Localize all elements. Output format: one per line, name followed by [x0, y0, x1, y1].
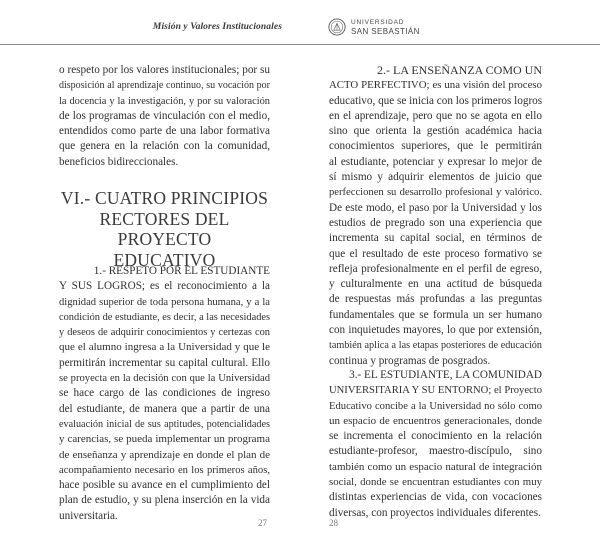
text-line: que el alumno ingresa a la Universidad y que le: [59, 341, 270, 354]
text-line: incrementa su capital social, en términos de: [329, 232, 542, 245]
text-line: de enseñanza y aprendizaje en donde el plan de: [59, 448, 270, 461]
text-line: plan de estudio, y su plena inserción en la vida: [59, 494, 270, 507]
logo-line-1: UNIVERSIDAD: [351, 19, 405, 26]
text-line: distintas experiencias de vida, con vocaciones: [329, 491, 542, 504]
text-line: la docencia y la investigación, y por su valoración: [59, 95, 270, 107]
text-line: diversas, con proyectos individuales diferentes.: [329, 506, 541, 519]
logo-line-2: SAN SEBASTIÁN: [351, 27, 420, 36]
left-page-header: [0, 0, 300, 45]
principle-2-paragraph: [329, 63, 542, 369]
text-line: beneficios bidireccionales.: [59, 155, 179, 168]
text-line: también aplica a las etapas posteriores de educación: [329, 340, 542, 352]
text-line: evaluación inicial de sus aptitudes, potencialidades: [59, 418, 270, 430]
text-line: y culturalmente en una actitud de búsqueda: [329, 278, 542, 291]
text-line: acompañamiento necesario en los primeros años,: [59, 464, 270, 476]
text-line: entendidos como parte de una labor formativa: [59, 125, 270, 138]
running-title: Misión y Valores Institucionales: [152, 22, 282, 32]
text-line: UNIVERSITARIA Y SU ENTORNO; el Proyecto: [329, 385, 542, 397]
text-line: permitirán incrementar su capital cultural. Ello: [59, 356, 270, 369]
text-line: con inquietudes mayores, lo que por extensión,: [329, 324, 542, 337]
text-line: se incrementa el conocimiento en la relación: [329, 430, 542, 443]
text-line: ACTO PERFECTIVO; es una visión del proceso: [329, 79, 542, 92]
principle-1-paragraph: [59, 264, 270, 524]
text-line: fundamentales que se formula un ser humano: [329, 308, 542, 321]
text-line: Educativo concibe a la Universidad no sólo como: [329, 400, 542, 412]
text-line: disposición al aprendizaje continuo, su vocación por: [59, 80, 270, 92]
text-line: sí mismo y adquirir elementos de juicio que: [329, 171, 542, 184]
section-heading-line: VI.- CUATRO PRINCIPIOS: [60, 188, 269, 208]
text-line: hace posible su avance en el cumplimiento del: [59, 479, 270, 492]
text-line: universitaria.: [59, 509, 118, 522]
right-page: [300, 0, 600, 539]
principle-1-title: 1.- RESPETO POR EL ESTUDIANTE: [93, 265, 270, 277]
principle-2-title: 2.- LA ENSEÑANZA COMO UN: [377, 63, 542, 77]
right-page-header: [300, 0, 600, 45]
principle-3-paragraph: [329, 368, 542, 521]
text-line: estudios de pregrado son una experiencia que: [329, 216, 542, 229]
principle-3-title: 3.- EL ESTUDIANTE, LA COMUNIDAD: [349, 369, 542, 381]
text-line: o respeto por los valores institucionales; por su: [59, 64, 270, 76]
text-line: continua y programas de posgrados.: [329, 354, 491, 367]
text-line: un espacio de encuentros generacionales, donde: [329, 414, 542, 427]
text-line: educativo, que se inicia con los primeros logros: [329, 94, 543, 107]
text-line: que genera en la relación con la comunidad,: [59, 140, 270, 153]
text-line: también como un espacio natural de integración: [329, 460, 542, 473]
text-line: social, donde se encuentran estudiantes con muy: [329, 476, 542, 489]
section-heading: [59, 188, 270, 270]
page-number: 27: [258, 518, 267, 528]
text-line: condición de estudiante, es decir, a las necesidades: [59, 311, 271, 323]
text-line: se proyecta en la decisión con que la Universidad: [59, 373, 270, 385]
text-line: Y SUS LOGROS; es el reconocimiento a la: [59, 280, 270, 293]
text-line: sino que orienta la gestión académica hacia: [329, 125, 542, 138]
text-line: del estudiante, de manera que a partir de una: [59, 402, 270, 415]
text-line: se hace cargo de las condiciones de ingreso: [59, 387, 270, 400]
text-line: dignidad superior de toda persona humana, y a la: [59, 296, 270, 308]
text-line: de los programas de vinculación con el medio,: [59, 109, 270, 122]
intro-paragraph: [59, 63, 270, 170]
text-line: conocimientos superiores, que le permitirán: [329, 140, 542, 153]
text-line: estudiante-profesor, maestro-discípulo, sino: [329, 445, 542, 458]
section-heading-line: RECTORES DEL PROYECTO: [99, 208, 230, 249]
page-number: 28: [329, 518, 338, 528]
text-line: que el resultado de este proceso formativo se: [329, 247, 542, 260]
text-line: y carencias, se pueda implementar un programa: [59, 433, 270, 446]
text-line: De este modo, el paso por la Universidad y los: [329, 201, 542, 214]
logo-wordmark: [351, 18, 420, 36]
university-seal-icon: [328, 18, 346, 36]
text-line: al estudiante, potenciar y expresar lo mejor de: [329, 155, 542, 168]
text-line: y deseos de adquirir conocimientos y certezas con: [59, 327, 270, 339]
text-line: perfeccionen su desarrollo profesional y valórico.: [329, 187, 542, 199]
text-line: refleja profesionalmente en el perfil de egreso,: [329, 262, 542, 275]
university-logo: [328, 17, 420, 37]
section-heading-line: EDUCATIVO: [113, 249, 216, 270]
text-line: de respuestas más profundas a las preguntas: [329, 293, 542, 306]
text-line: en el aprendizaje, pero que no se agota en ello: [329, 109, 542, 122]
